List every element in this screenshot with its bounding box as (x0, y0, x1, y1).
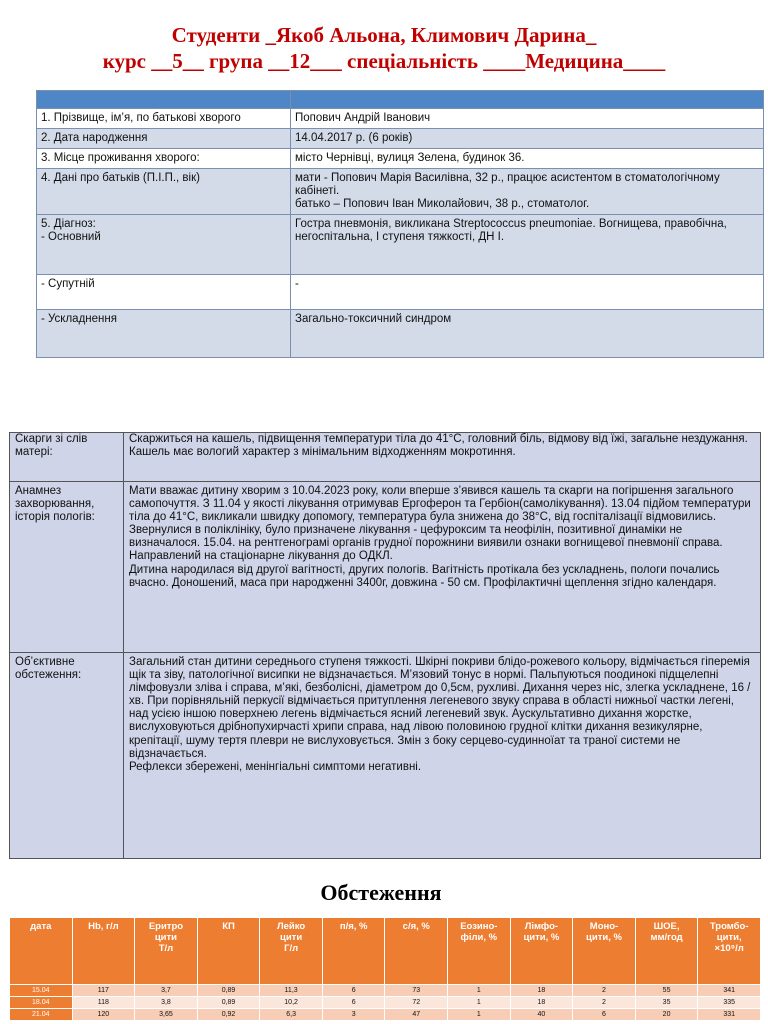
col-header: п/я, % (322, 918, 385, 985)
row-value: Скаржиться на кашель, підвищення температури тіла до 41°С, головний біль, відмову від їжі, загальне нездужання. Кашель має вологий характер з мінімальним відходженням мокротиння. (124, 433, 761, 482)
cell: 0,92 (197, 1009, 260, 1021)
cell: 0,89 (197, 985, 260, 997)
cell: 40 (510, 1009, 573, 1021)
table-row (37, 149, 764, 169)
col-header: Еозино- філи, % (448, 918, 511, 985)
cell: 3,7 (135, 985, 198, 997)
table-row (10, 997, 761, 1009)
row-value: - (291, 275, 764, 310)
row-value: Загальний стан дитини середнього ступеня тяжкості. Шкірні покриви блідо-рожевого кольору, відмічається гіперемія щік та зіву, патологічної висипки не відзначається. М’язовий тонус в нормі. Пальпуються поодинокі підщелепні лімфовузли зліва і справа, м’які, безболісні, діаметром до 0,5см, рухливі. Дихання через ніс, злегка ускладнене, 16 /хв. При порівняльній перкусії відмічається притуплення легеневого звуку справа в області нижньої частки легені, над усією іншою поверхнею легень відмічається ясний легеневий звук. Аускультативно дихання жорстке, вислуховуються дрібнопухирчасті хрипи справа, над лівою половиною грудної клітки дихання везикулярне, крепітації, шуму тертя плеври не вислуховується. Змін з боку серцево-судинноїат та траної системи не відзначається. Рефлекси збережені, менінгіальні симптоми негативні. (124, 653, 761, 859)
cell: 18 (510, 985, 573, 997)
cell: 2 (573, 985, 636, 997)
cell: 1 (448, 985, 511, 997)
row-label: Скарги зі слів матері: (10, 433, 124, 482)
cell: 335 (698, 997, 761, 1009)
cell: 20 (635, 1009, 698, 1021)
cell: 35 (635, 997, 698, 1009)
cell: 3 (322, 1009, 385, 1021)
col-header: КП (197, 918, 260, 985)
cell: 6,3 (260, 1009, 323, 1021)
row-value: Гостра пневмонія, викликана Streptococcus pneumoniae. Вогнищева, правобічна, негоспітальна, І ступеня тяжкості, ДН І. (291, 215, 764, 275)
col-header: Моно- цити, % (573, 918, 636, 985)
row-label: 2. Дата народження (37, 129, 291, 149)
cell: 21.04 (10, 1009, 73, 1021)
cell: 1 (448, 1009, 511, 1021)
cell: 18 (510, 997, 573, 1009)
cell: 3,8 (135, 997, 198, 1009)
row-value: Загально-токсичний синдром (291, 310, 764, 358)
cell: 72 (385, 997, 448, 1009)
table-row (10, 653, 761, 859)
row-label: 3. Місце проживання хворого: (37, 149, 291, 169)
col-header: Hb, г/л (72, 918, 135, 985)
col-header: Лейко цити Г/л (260, 918, 323, 985)
cell: 6 (573, 1009, 636, 1021)
table-row (37, 169, 764, 215)
col-header: дата (10, 918, 73, 985)
table-row (37, 310, 764, 358)
row-value: Попович Андрій Іванович (291, 109, 764, 129)
cell: 117 (72, 985, 135, 997)
exam-title: Обстеження (320, 880, 442, 905)
col-header: Еритро цити Т/л (135, 918, 198, 985)
student-names: Студенти _Якоб Альона, Климович Дарина_ (171, 23, 597, 47)
col-header: Тромбо- цити, ×10⁹/л (698, 918, 761, 985)
cell: 0,89 (197, 997, 260, 1009)
cell: 1 (448, 997, 511, 1009)
row-value: місто Чернівці, вулиця Зелена, будинок 36. (291, 149, 764, 169)
cell: 10,2 (260, 997, 323, 1009)
col-header: Лімфо- цити, % (510, 918, 573, 985)
table-row (37, 109, 764, 129)
cell: 11,3 (260, 985, 323, 997)
col-header: с/я, % (385, 918, 448, 985)
table-row (10, 985, 761, 997)
row-label: - Супутній (37, 275, 291, 310)
cell: 2 (573, 997, 636, 1009)
row-label: 4. Дані про батьків (П.І.П., вік) (37, 169, 291, 215)
cell: 47 (385, 1009, 448, 1021)
cell: 15.04 (10, 985, 73, 997)
patient-table-header-row (37, 91, 764, 109)
lab-header-row (10, 918, 761, 985)
table-row (37, 275, 764, 310)
table-row (10, 1009, 761, 1021)
row-value: 14.04.2017 р. (6 років) (291, 129, 764, 149)
student-header (0, 22, 768, 74)
cell: 3,65 (135, 1009, 198, 1021)
row-label: - Ускладнення (37, 310, 291, 358)
course-group-specialty: курс __5__ група __12___ спеціальність ____Медицина____ (102, 49, 666, 73)
row-label: 5. Діагноз: - Основний (37, 215, 291, 275)
col-header: ШОЕ, мм/год (635, 918, 698, 985)
table-row (10, 433, 761, 482)
row-label: Анамнез захворювання, історія пологів: (10, 482, 124, 653)
cell: 73 (385, 985, 448, 997)
cell: 6 (322, 997, 385, 1009)
cell: 331 (698, 1009, 761, 1021)
row-label: 1. Прізвище, ім’я, по батькові хворого (37, 109, 291, 129)
clinical-history-table (9, 432, 761, 859)
cell: 55 (635, 985, 698, 997)
row-label: Об’єктивне обстеження: (10, 653, 124, 859)
cell: 341 (698, 985, 761, 997)
cell: 18.04 (10, 997, 73, 1009)
table-row (10, 482, 761, 653)
table-row (37, 215, 764, 275)
row-value: мати - Попович Марія Василівна, 32 р., працює асистентом в стоматологічному кабінеті. батько – Попович Іван Миколайович, 38 р., стоматолог. (291, 169, 764, 215)
cell: 6 (322, 985, 385, 997)
lab-results-table (9, 917, 761, 1021)
row-value: Мати вважає дитину хворим з 10.04.2023 року, коли вперше з’явився кашель та скарги на погіршення загального самопочуття. З 11.04 у якості лікування отримував Ергоферон та Гербіон(самолікування). 13.04 підйом температури тіла до 41°С, викликали швидку допомогу, температура була знижена до 38°С, від госпіталізації відмовились. Звернулися в поліклініку, було призначене лікування - цефуроксим та неофілін, позитивної динаміки не визначалося. 15.04. на рентгенограмі органів грудної порожнини виявили ознаки вогнищевої пневмонії справа. Направлений на стаціонарне лікування до ОДКЛ. Дитина народилася від другої вагітності, других пологів. Вагітність протікала без ускладнень, пологи почались вчасно. Доношений, маса при народженні 3400г, довжина - 50 см. Профілактичні щеплення згідно календаря. (124, 482, 761, 653)
patient-info-table (36, 90, 764, 358)
cell: 120 (72, 1009, 135, 1021)
table-row (37, 129, 764, 149)
cell: 118 (72, 997, 135, 1009)
